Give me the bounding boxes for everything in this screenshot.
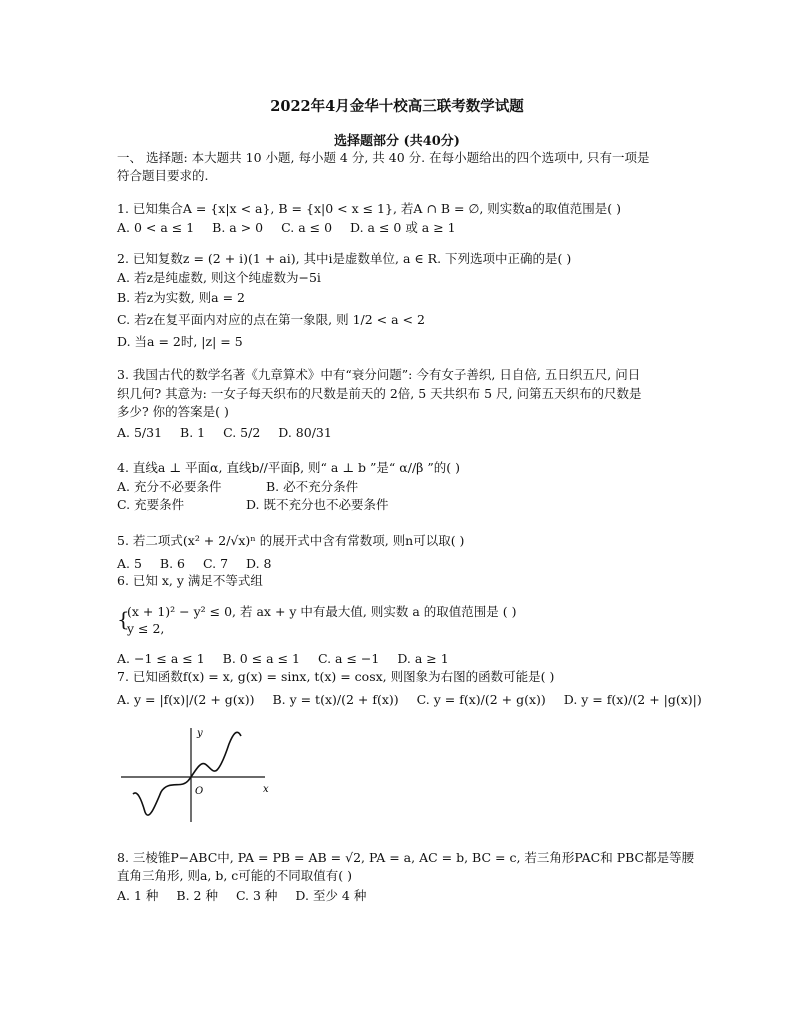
q8-option-c: C. 3 种: [235, 888, 278, 903]
q1-option-b: B. a > 0: [212, 220, 264, 235]
q1-options: [117, 219, 470, 237]
q5-options: [117, 555, 286, 573]
q4-stem: 4. 直线a ⊥ 平面α, 直线b//平面β, 则“ a ⊥ b ”是“ α//β ”的( ): [117, 460, 460, 475]
q3-options: [117, 424, 346, 442]
q4-option-c: C. 充要条件: [117, 497, 185, 512]
q2-option-c: C. 若z在复平面内对应的点在第一象限, 则 1/2 < a < 2: [117, 312, 425, 327]
q8-stem-line-1: 8. 三棱锥P−ABC中, PA = PB = AB = √2, PA = a, AC = b, BC = c, 若三角形PAC和 PBC都是等腰: [117, 850, 695, 865]
q3-stem-line-2: 织几何? 其意为: 一女子每天织布的尺数是前天的 2倍, 5 天共织布 5 尺, 问第五天织布的尺数是: [117, 386, 642, 401]
q3-stem-line-1: 3. 我国古代的数学名著《九章算术》中有“衰分问题”: 今有女子善织, 日自倍, 五日织五尺, 问日: [117, 367, 641, 382]
function-graph: [117, 722, 277, 824]
q2-option-d: D. 当a = 2时, |z| = 5: [117, 334, 243, 349]
q6-option-d: D. a ≥ 1: [397, 651, 449, 666]
q8-option-b: B. 2 种: [176, 888, 218, 903]
section-subtitle: 选择题部分 (共40分): [334, 134, 460, 149]
q4-options-row-2: [117, 496, 389, 514]
q7-option-c: C. y = f(x)/(2 + g(x)): [416, 692, 546, 707]
q3-option-b: B. 1: [180, 425, 206, 440]
q2-stem: 2. 已知复数z = (2 + i)(1 + ai), 其中i是虚数单位, a ∈ R. 下列选项中正确的是( ): [117, 251, 572, 266]
q1-option-d: D. a ≤ 0 或 a ≥ 1: [350, 220, 456, 235]
q2-option-a: A. 若z是纯虚数, 则这个纯虚数为−5i: [117, 270, 321, 285]
q5-option-b: B. 6: [159, 556, 186, 571]
q4-option-d: D. 既不充分也不必要条件: [245, 497, 389, 512]
q8-option-d: D. 至少 4 种: [295, 888, 367, 903]
q3-option-c: C. 5/2: [223, 425, 261, 440]
origin-label: O: [195, 786, 204, 797]
q5-option-a: A. 5: [117, 556, 142, 571]
q6-system-line-2: y ≤ 2,: [127, 621, 165, 636]
function-curve: [133, 732, 241, 815]
q1-option-c: C. a ≤ 0: [281, 220, 333, 235]
q4-options-row-1: [117, 478, 358, 496]
q3-option-a: A. 5/31: [117, 425, 163, 440]
q8-option-a: A. 1 种: [117, 888, 159, 903]
q4-option-a: A. 充分不必要条件: [117, 479, 222, 494]
page-title: 2022年4月金华十校高三联考数学试题: [270, 98, 524, 115]
q5-option-c: C. 7: [203, 556, 229, 571]
q1-option-a: A. 0 < a ≤ 1: [117, 220, 195, 235]
q5-option-d: D. 8: [246, 556, 272, 571]
q4-option-b: B. 必不充分条件: [265, 479, 359, 494]
q7-options: [117, 691, 716, 709]
y-axis-label: y: [197, 728, 203, 739]
q8-options: [117, 887, 380, 905]
q2-option-b: B. 若z为实数, 则a = 2: [117, 290, 245, 305]
section-intro-line-2: 符合题目要求的.: [117, 168, 209, 183]
q6-system-line-1: (x + 1)² − y² ≤ 0, 若 ax + y 中有最大值, 则实数 a 的取值范围是 ( ): [127, 604, 517, 619]
q7-option-b: B. y = t(x)/(2 + f(x)): [272, 692, 399, 707]
q7-stem: 7. 已知函数f(x) = x, g(x) = sinx, t(x) = cosx, 则图象为右图的函数可能是( ): [117, 669, 555, 684]
q6-stem: 6. 已知 x, y 满足不等式组: [117, 573, 263, 588]
q3-option-d: D. 80/31: [278, 425, 332, 440]
q3-stem-line-3: 多少? 你的答案是( ): [117, 404, 229, 419]
q8-stem-line-2: 直角三角形, 则a, b, c可能的不同取值有( ): [117, 868, 353, 883]
x-axis-label: x: [263, 784, 269, 795]
q6-options: [117, 650, 463, 668]
q6-option-b: B. 0 ≤ a ≤ 1: [222, 651, 300, 666]
q7-option-d: D. y = f(x)/(2 + |g(x)|): [563, 692, 702, 707]
q6-option-c: C. a ≤ −1: [317, 651, 380, 666]
section-intro-line-1: 一、 选择题: 本大题共 10 小题, 每小题 4 分, 共 40 分. 在每小题给出的四个选项中, 只有一项是: [117, 150, 650, 165]
q6-option-a: A. −1 ≤ a ≤ 1: [117, 651, 205, 666]
q6-brace: {: [117, 607, 130, 631]
q7-option-a: A. y = |f(x)|/(2 + g(x)): [117, 692, 255, 707]
q5-stem: 5. 若二项式(x² + 2/√x)ⁿ 的展开式中含有常数项, 则n可以取( ): [117, 533, 465, 548]
q1-stem: 1. 已知集合A = {x|x < a}, B = {x|0 < x ≤ 1}, 若A ∩ B = ∅, 则实数a的取值范围是( ): [117, 201, 621, 216]
